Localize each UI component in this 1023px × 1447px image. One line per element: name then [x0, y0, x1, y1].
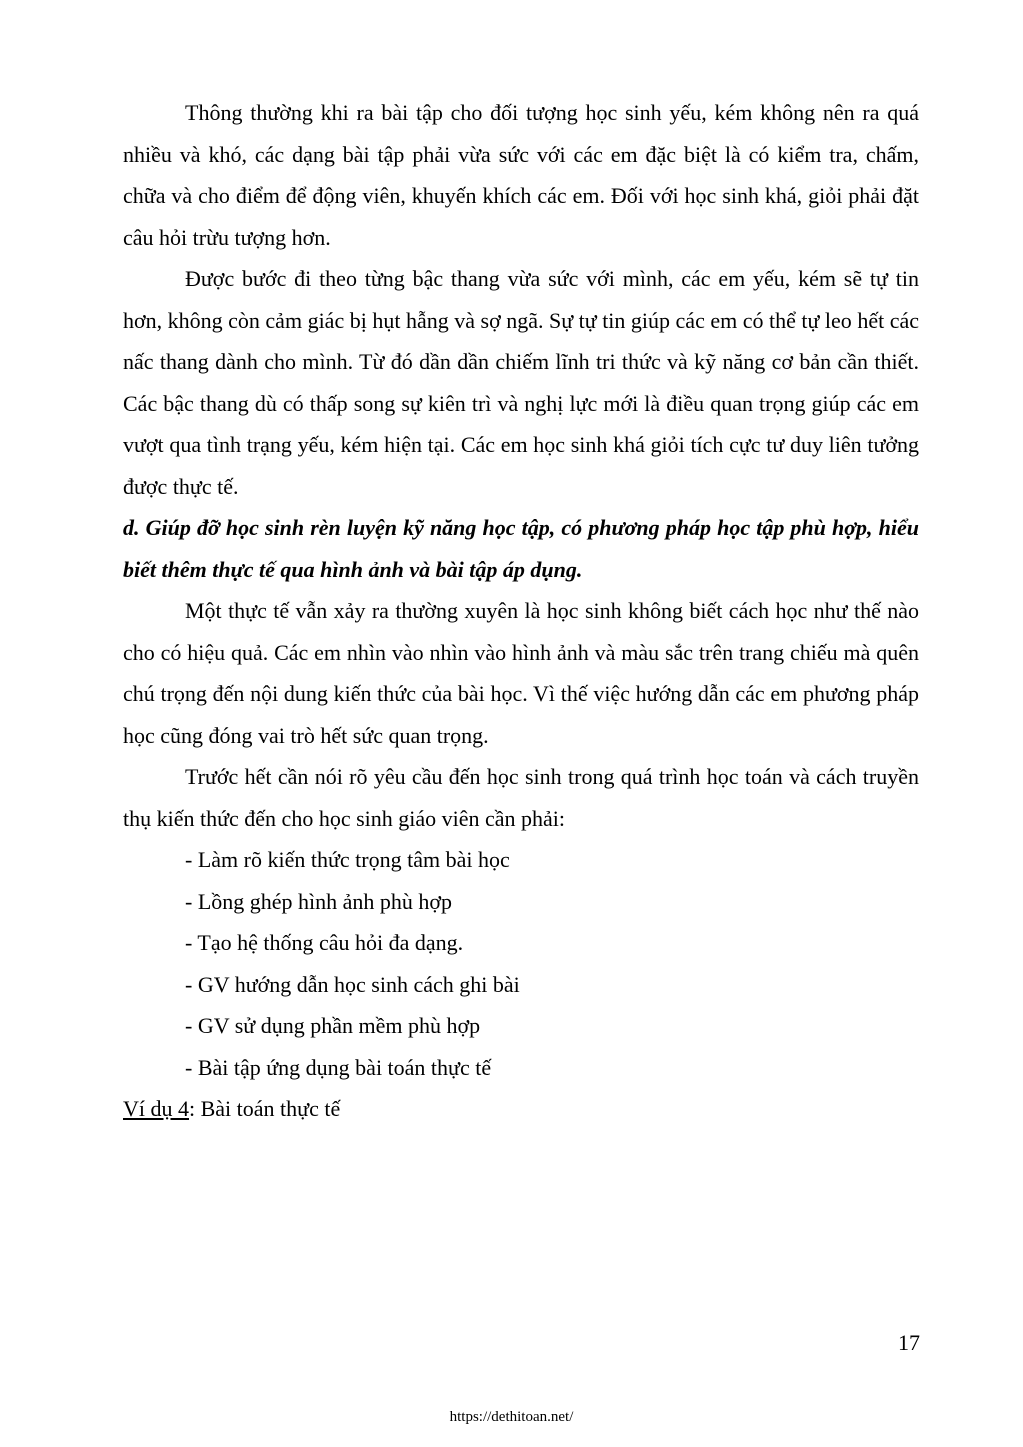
list-item: - GV sử dụng phần mềm phù hợp — [185, 1013, 481, 1038]
paragraph-learning-methods: Một thực tế vẫn xảy ra thường xuyên là học sinh không biết cách học như thế nào cho có hiệu quả. Các em nhìn vào nhìn vào hình ảnh và màu sắc trên trang chiếu mà quên chú trọng đến nội dung kiến thức của bài học. Vì thế việc hướng dẫn các em phương pháp học cũng đóng vai trò hết sức quan trọng. — [123, 598, 919, 748]
list-item: - Làm rõ kiến thức trọng tâm bài học — [185, 847, 510, 872]
document-body — [123, 92, 919, 1130]
paragraph-exercise-difficulty: Thông thường khi ra bài tập cho đối tượng học sinh yếu, kém không nên ra quá nhiều và khó, các dạng bài tập phải vừa sức với các em đặc biệt là có kiểm tra, chấm, chữa và cho điểm để động viên, khuyến khích các em. Đối với học sinh khá, giỏi phải đặt câu hỏi trừu tượng hơn. — [123, 100, 919, 250]
list-item: - Bài tập ứng dụng bài toán thực tế — [185, 1054, 492, 1080]
list-item: - Tạo hệ thống câu hỏi đa dạng. — [185, 930, 464, 955]
list-item: - Lồng ghép hình ảnh phù hợp — [185, 888, 453, 914]
paragraph-teacher-requirements: Trước hết cần nói rõ yêu cầu đến học sinh trong quá trình học toán và cách truyền thụ kiến thức đến cho học sinh giáo viên cần phải: — [123, 764, 919, 831]
requirements-list — [123, 839, 919, 1088]
list-item: - GV hướng dẫn học sinh cách ghi bài — [185, 971, 520, 997]
example-line — [123, 1088, 919, 1130]
page-number: 17 — [898, 1330, 920, 1355]
example-text: : Bài toán thực tế — [189, 1096, 341, 1121]
footer-url: https://dethitoan.net/ — [449, 1409, 574, 1425]
example-label: Ví dụ 4 — [123, 1096, 189, 1121]
section-heading-d: d. Giúp đỡ học sinh rèn luyện kỹ năng học tập, có phương pháp học tập phù hợp, hiểu biết thêm thực tế qua hình ảnh và bài tập áp dụng. — [123, 515, 919, 582]
paragraph-step-by-step: Được bước đi theo từng bậc thang vừa sức với mình, các em yếu, kém sẽ tự tin hơn, không còn cảm giác bị hụt hẫng và sợ ngã. Sự tự tin giúp các em có thể tự leo hết các nấc thang dành cho mình. Từ đó dần dần chiếm lĩnh tri thức và kỹ năng cơ bản cần thiết. Các bậc thang dù có thấp song sự kiên trì và nghị lực mới là điều quan trọng giúp các em vượt qua tình trạng yếu, kém hiện tại. Các em học sinh khá giỏi tích cực tư duy liên tưởng được thực tế. — [123, 266, 919, 499]
